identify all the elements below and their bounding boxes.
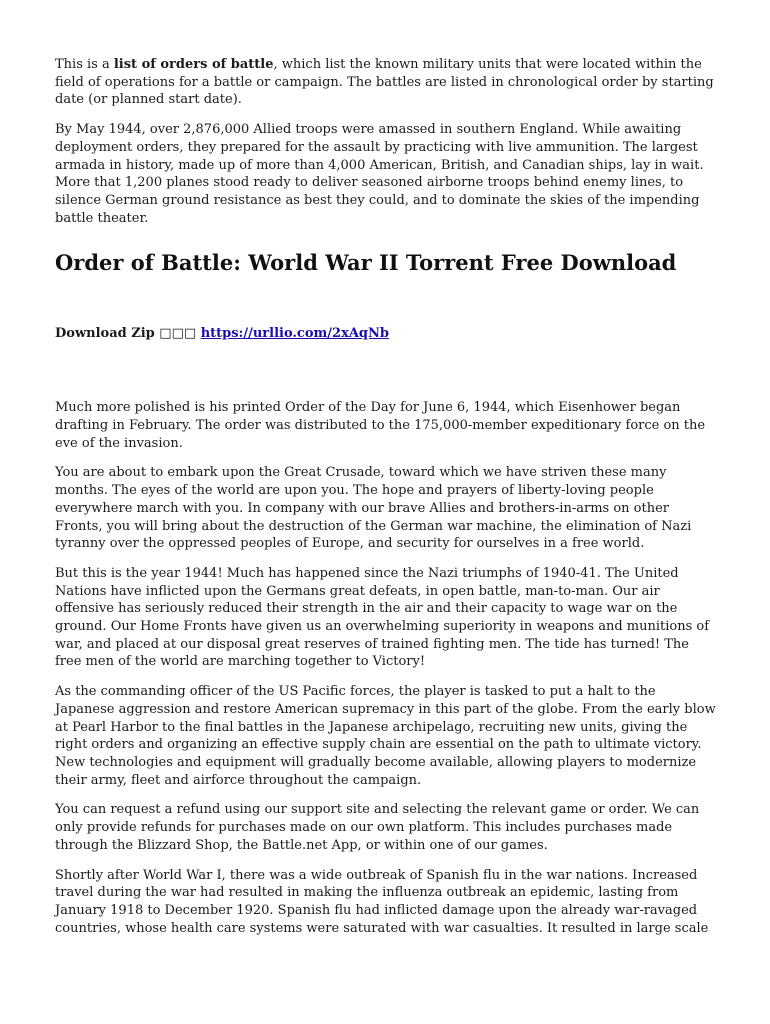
body-paragraph: Shortly after World War I, there was a wide outbreak of Spanish flu in the war nations. Increased travel during the war had resulted in making the influenza outbreak an epidemic, lasting from January 1918 to December 1920. Spanish flu had inflicted damage upon the already war-ravaged countries, whose health care systems were saturated with war casualties. It resulted in large scale (55, 867, 709, 936)
body-paragraph: As the commanding officer of the US Pacific forces, the player is tasked to put a halt to the Japanese aggression and restore American supremacy in this part of the globe. From the early blow at Pearl Harbor to the final battles in the Japanese archipelago, recruiting new units, giving the right orders and organizing an effective supply chain are essential on the path to ultimate victory. New technologies and equipment will gradually become available, allowing players to modernize their army, fleet and airforce throughout the campaign. (55, 684, 716, 788)
intro-text-post: , which list the known military units that were located within the field of operations for a battle or campaign. The battles are listed in chronological order by starting date (or planned start date). (55, 57, 714, 108)
arrow-icons: □□□ (159, 326, 197, 342)
intro-bold-term: list of orders of battle (113, 57, 274, 72)
body-paragraph: Much more polished is his printed Order of the Day for June 6, 1944, which Eisenhower began drafting in February. The order was distributed to the 175,000-member expeditionary force on the eve of the invasion. (55, 400, 706, 451)
page-title: Order of Battle: World War II Torrent Free Download (55, 250, 677, 276)
spacer (55, 343, 717, 399)
body-paragraph: You are about to embark upon the Great Crusade, toward which we have striven these many months. The eyes of the world are upon you. The hope and prayers of liberty-loving people everywhere march with you. In company with our brave Allies and brothers-in-arms on other Fronts, you will bring about the destruction of the German war machine, the elimination of Nazi tyranny over the oppressed peoples of Europe, and security for ourselves in a free world. (55, 465, 692, 552)
document-page (55, 56, 717, 949)
download-link[interactable]: https://urllio.com/2xAqNb (200, 326, 389, 342)
intro-paragraph-2: By May 1944, over 2,876,000 Allied troops were amassed in southern England. While awaiting deployment orders, they prepared for the assault by practicing with live ammunition. The largest armada in history, made up of more than 4,000 American, British, and Canadian ships, lay in wait. More that 1,200 planes stood ready to deliver seasoned airborne troops behind enemy lines, to silence German ground resistance as best they could, and to dominate the skies of the impending battle theater. (55, 122, 704, 226)
download-line (55, 325, 717, 343)
intro-paragraph-1 (55, 56, 717, 109)
download-label: Download Zip (55, 326, 155, 342)
intro-text-pre: This is a (55, 57, 114, 72)
body-paragraph: You can request a refund using our support site and selecting the relevant game or order. We can only provide refunds for purchases made on our own platform. This includes purchases made through the Blizzard Shop, the Battle.net App, or within one of our games. (55, 802, 700, 853)
body-paragraph: But this is the year 1944! Much has happened since the Nazi triumphs of 1940-41. The United Nations have inflicted upon the Germans great defeats, in open battle, man-to-man. Our air offensive has seriously reduced their strength in the air and their capacity to wage war on the ground. Our Home Fronts have given us an overwhelming superiority in weapons and munitions of war, and placed at our disposal great reserves of trained fighting men. The tide has turned! The free men of the world are marching together to Victory! (55, 565, 710, 670)
